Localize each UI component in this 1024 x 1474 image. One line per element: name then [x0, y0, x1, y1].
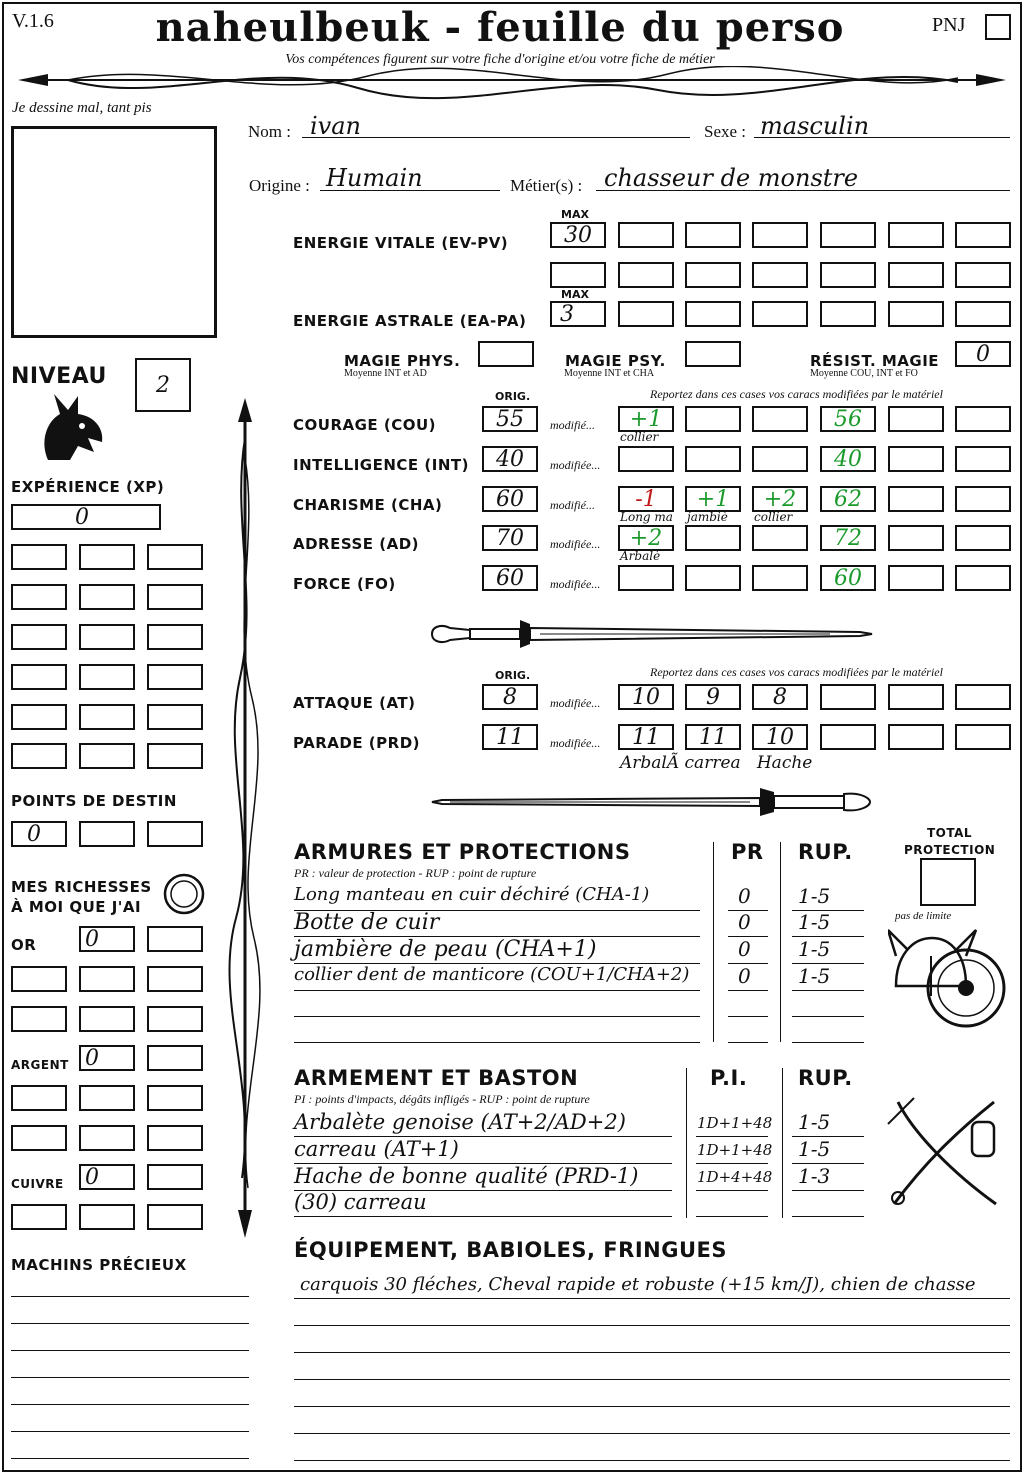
armor-row-rup-line: [792, 990, 864, 991]
combat-modified-label: modifiée...: [550, 696, 601, 710]
stat-label: FORCE (FO): [293, 575, 396, 593]
wealth-box[interactable]: [147, 1085, 203, 1111]
xp-box[interactable]: [11, 624, 67, 650]
combat-mod-box[interactable]: 10: [618, 684, 674, 710]
coin-icon: [162, 872, 206, 916]
sex-label: Sexe :: [704, 122, 747, 141]
sword-icon-2: [430, 780, 875, 824]
stat-label: INTELLIGENCE (INT): [293, 456, 469, 474]
armor-hint: PR : valeur de protection - RUP : point de rupture: [294, 866, 537, 880]
armor-row-rup[interactable]: 1-5: [798, 910, 831, 934]
xp-box[interactable]: [11, 664, 67, 690]
magic-phys-hint: Moyenne INT et AD: [344, 368, 427, 379]
wealth-box[interactable]: [79, 1085, 135, 1111]
xp-box[interactable]: [79, 743, 135, 769]
equipment-line[interactable]: [294, 1379, 1010, 1380]
stat-mod-note: collier: [620, 430, 659, 444]
sword-icon: [430, 612, 875, 656]
stat-mod-box[interactable]: +1: [618, 406, 674, 432]
origin-underline: [320, 190, 500, 191]
wealth-box[interactable]: [147, 1125, 203, 1151]
stat-mod-note: collier: [754, 510, 793, 524]
weapon-row-pi[interactable]: 1D+4+48: [697, 1168, 773, 1186]
xp-box[interactable]: 0: [11, 504, 161, 530]
treasures-label: MACHINS PRÉCIEUX: [11, 1256, 187, 1274]
stat-mod-box[interactable]: +2: [618, 525, 674, 551]
weapons-divider-1: [686, 1068, 687, 1218]
weapon-row-rup[interactable]: 1-5: [798, 1110, 831, 1134]
armor-col-pr: PR: [731, 840, 764, 864]
helmet-shield-icon: [888, 926, 1008, 1036]
stats-report-hint: Reportez dans ces cases vos caracs modifiées par le matériel: [650, 387, 943, 401]
wealth-box[interactable]: [11, 966, 67, 992]
combat-orig-tag: ORIG.: [495, 669, 531, 682]
stat-mod-box[interactable]: [955, 565, 1011, 591]
weapon-row-name[interactable]: Arbalète genoise (AT+2/AD+2): [294, 1110, 626, 1134]
magic-phys-label: MAGIE PHYS.: [344, 352, 461, 370]
combat-mod-box[interactable]: 8: [752, 684, 808, 710]
stat-orig-box[interactable]: 70: [482, 525, 538, 551]
ev-box[interactable]: [955, 262, 1011, 288]
xp-box[interactable]: [11, 584, 67, 610]
stat-label: ADRESSE (AD): [293, 535, 420, 553]
armor-title: ARMURES ET PROTECTIONS: [294, 840, 631, 864]
wealth-box[interactable]: [147, 966, 203, 992]
wealth-box[interactable]: [11, 1006, 67, 1032]
wealth-label-2: À MOI QUE J'AI: [11, 898, 142, 916]
level-label: NIVEAU: [11, 364, 107, 389]
magic-psy-label: MAGIE PSY.: [565, 352, 666, 370]
weapon-row-rup[interactable]: 1-5: [798, 1137, 831, 1161]
armor-row-pr-line: [728, 990, 768, 991]
ea-box[interactable]: [820, 301, 876, 327]
stat-mod-box[interactable]: +1: [685, 486, 741, 512]
stat-mod-box[interactable]: [752, 446, 808, 472]
stat-mod-box[interactable]: 62: [820, 486, 876, 512]
total-protection-box[interactable]: [920, 858, 976, 906]
ev-box[interactable]: [888, 262, 944, 288]
gold-label: OR: [11, 936, 37, 954]
ea-box[interactable]: [685, 301, 741, 327]
treasure-line[interactable]: [11, 1431, 249, 1432]
total-protection-note: pas de limite: [895, 910, 952, 922]
xp-box[interactable]: [147, 544, 203, 570]
xp-label: EXPÉRIENCE (XP): [11, 478, 165, 496]
treasure-line[interactable]: [11, 1404, 249, 1405]
combat-modified-label: modifiée...: [550, 736, 601, 750]
wealth-box[interactable]: [79, 1204, 135, 1230]
weapon-row-pi[interactable]: 1D+1+48: [697, 1114, 773, 1132]
version-label: V.1.6: [12, 10, 54, 32]
stat-mod-box[interactable]: [955, 406, 1011, 432]
xp-box[interactable]: [79, 544, 135, 570]
armor-row-pr[interactable]: 0: [738, 884, 751, 908]
stat-mod-box[interactable]: 40: [820, 446, 876, 472]
weapons-title: ARMEMENT ET BASTON: [294, 1066, 579, 1090]
ea-box[interactable]: [955, 301, 1011, 327]
resist-magic-label: RÉSIST. MAGIE: [810, 352, 940, 370]
wealth-box[interactable]: [147, 1006, 203, 1032]
armor-row-name[interactable]: collier dent de manticore (COU+1/CHA+2): [294, 964, 690, 985]
stat-mod-box[interactable]: [752, 406, 808, 432]
ea-label: ENERGIE ASTRALE (EA-PA): [293, 312, 527, 330]
weapons-col-pi: P.I.: [710, 1066, 748, 1090]
silver-label: ARGENT: [11, 1058, 69, 1072]
wealth-box[interactable]: [147, 1204, 203, 1230]
stat-modified-label: modifié...: [550, 498, 595, 512]
weapons-col-rup: RUP.: [798, 1066, 853, 1090]
treasure-line[interactable]: [11, 1296, 249, 1297]
armor-row-pr[interactable]: 0: [738, 937, 751, 961]
combat-mod-box[interactable]: [820, 724, 876, 750]
ea-max-tag: MAX: [561, 288, 589, 301]
gold-box[interactable]: 0: [79, 926, 135, 952]
stat-label: CHARISME (CHA): [293, 496, 443, 514]
dragon-head-icon: [38, 392, 108, 464]
equipment-line[interactable]: [294, 1406, 1010, 1407]
armor-row-name[interactable]: Botte de cuir: [294, 910, 440, 935]
ev-box[interactable]: [685, 262, 741, 288]
stat-orig-box[interactable]: 60: [482, 565, 538, 591]
ea-box[interactable]: [752, 301, 808, 327]
page-subtitle: Vos compétences figurent sur votre fiche d'origine et/ou votre fiche de métier: [285, 52, 715, 67]
page-title: naheulbeuk - feuille du perso: [155, 4, 845, 51]
stat-modified-label: modifiée...: [550, 577, 601, 591]
ev-box[interactable]: [820, 262, 876, 288]
stat-label: COURAGE (COU): [293, 416, 437, 434]
sex-field[interactable]: masculin: [760, 112, 870, 140]
ev-box[interactable]: [685, 222, 741, 248]
stat-mod-box[interactable]: 60: [820, 565, 876, 591]
stat-mod-box[interactable]: [752, 565, 808, 591]
pnj-label: PNJ: [932, 14, 966, 36]
equipment-title: ÉQUIPEMENT, BABIOLES, FRINGUES: [294, 1238, 727, 1262]
combat-orig-box[interactable]: 11: [482, 724, 538, 750]
weapon-row-rup[interactable]: 1-3: [798, 1164, 831, 1188]
stat-orig-box[interactable]: 60: [482, 486, 538, 512]
xp-box[interactable]: [79, 664, 135, 690]
destiny-box-2[interactable]: [79, 821, 135, 847]
wealth-box[interactable]: [11, 1125, 67, 1151]
weapons-divider-2: [782, 1068, 783, 1218]
armor-row-pr[interactable]: 0: [738, 964, 751, 988]
armor-row-pr-line: [728, 1016, 768, 1017]
name-underline: [302, 137, 690, 138]
equipment-line[interactable]: [294, 1433, 1010, 1434]
name-label: Nom :: [248, 122, 291, 141]
wealth-box[interactable]: [79, 966, 135, 992]
armor-row-line: [294, 1042, 700, 1043]
stat-mod-box[interactable]: 72: [820, 525, 876, 551]
stat-mod-box[interactable]: [955, 486, 1011, 512]
armor-divider-1: [713, 842, 714, 1042]
ev-box[interactable]: [752, 222, 808, 248]
stat-mod-box[interactable]: [752, 525, 808, 551]
sex-underline: [754, 137, 1010, 138]
equipment-line-1[interactable]: carquois 30 fléches, Cheval rapide et robuste (+15 km/J), chien de chasse: [300, 1274, 976, 1295]
armor-divider-2: [780, 842, 781, 1042]
combat-weapons-note: ArbalÃ carrea Hache: [620, 753, 813, 773]
stat-mod-box[interactable]: +2: [752, 486, 808, 512]
origin-label: Origine :: [249, 176, 310, 195]
xp-box[interactable]: [147, 624, 203, 650]
xp-box[interactable]: [147, 743, 203, 769]
job-underline: [596, 190, 1010, 191]
portrait-box[interactable]: [11, 126, 217, 338]
armor-row-name[interactable]: Long manteau en cuir déchiré (CHA-1): [294, 884, 650, 905]
combat-mod-box[interactable]: 9: [685, 684, 741, 710]
job-field[interactable]: chasseur de monstre: [604, 164, 859, 192]
weapons-hint: PI : points d'impacts, dégâts infligés - RUP : point de rupture: [294, 1092, 590, 1106]
copper-box[interactable]: 0: [79, 1164, 135, 1190]
armor-row-rup[interactable]: 1-5: [798, 937, 831, 961]
spear-divider-icon: [8, 66, 1016, 106]
xp-box[interactable]: [79, 704, 135, 730]
resist-magic-hint: Moyenne COU, INT et FO: [810, 368, 918, 379]
magic-psy-box[interactable]: [685, 341, 741, 367]
stat-mod-box[interactable]: [618, 446, 674, 472]
stat-modified-label: modifié...: [550, 418, 595, 432]
magic-psy-hint: Moyenne INT et CHA: [564, 368, 655, 379]
armor-row-rup[interactable]: 1-5: [798, 884, 831, 908]
armor-row-pr[interactable]: 0: [738, 910, 751, 934]
stat-mod-box[interactable]: [685, 406, 741, 432]
weapon-row-pi-line: [696, 1163, 768, 1164]
stat-mod-note: Arbalè: [620, 549, 661, 563]
combat-label: PARADE (PRD): [293, 734, 421, 752]
armor-row-pr-line: [728, 1042, 768, 1043]
job-label: Métier(s) :: [510, 176, 583, 195]
wealth-box[interactable]: [79, 1006, 135, 1032]
stat-mod-box[interactable]: [888, 565, 944, 591]
xp-box[interactable]: [147, 664, 203, 690]
level-box[interactable]: 2: [135, 358, 191, 412]
stat-mod-box[interactable]: [888, 446, 944, 472]
combat-mod-box[interactable]: 11: [618, 724, 674, 750]
stat-mod-box[interactable]: [888, 525, 944, 551]
ev-max-tag: MAX: [561, 208, 589, 221]
stat-modified-label: modifiée...: [550, 458, 601, 472]
wealth-box[interactable]: [147, 1164, 203, 1190]
origin-field[interactable]: Humain: [326, 164, 423, 192]
xp-box[interactable]: [79, 584, 135, 610]
combat-mod-box[interactable]: 11: [685, 724, 741, 750]
armor-row-rup-line: [792, 1042, 864, 1043]
combat-mod-box[interactable]: [955, 684, 1011, 710]
stat-mod-box[interactable]: [685, 565, 741, 591]
crossed-weapons-icon: [884, 1094, 1010, 1214]
weapon-row-name[interactable]: carreau (AT+1): [294, 1137, 459, 1161]
name-field[interactable]: ivan: [310, 112, 361, 140]
combat-mod-box[interactable]: 10: [752, 724, 808, 750]
ea-max-box[interactable]: 3: [550, 301, 606, 327]
xp-box[interactable]: [11, 704, 67, 730]
stats-orig-tag: ORIG.: [495, 390, 531, 403]
combat-mod-box[interactable]: [820, 684, 876, 710]
resist-magic-box[interactable]: 0: [955, 341, 1011, 367]
weapon-row-name[interactable]: (30) carreau: [294, 1190, 427, 1214]
equipment-line[interactable]: [294, 1352, 1010, 1353]
weapon-row-pi[interactable]: 1D+1+48: [697, 1141, 773, 1159]
destiny-box-1[interactable]: 0: [11, 821, 67, 847]
weapon-row-rup-line: [792, 1190, 864, 1191]
stat-mod-box[interactable]: -1: [618, 486, 674, 512]
stat-orig-box[interactable]: 55: [482, 406, 538, 432]
ev-max-box[interactable]: 30: [550, 222, 606, 248]
wealth-label-1: MES RICHESSES: [11, 878, 152, 896]
ea-box[interactable]: [618, 301, 674, 327]
xp-box[interactable]: [79, 624, 135, 650]
ev-label: ENERGIE VITALE (EV-PV): [293, 234, 509, 252]
ev-box[interactable]: [618, 262, 674, 288]
copper-label: CUIVRE: [11, 1177, 64, 1191]
armor-row-name[interactable]: jambière de peau (CHA+1): [294, 937, 597, 962]
treasure-line[interactable]: [11, 1350, 249, 1351]
armor-col-rup: RUP.: [798, 840, 853, 864]
xp-box[interactable]: [147, 704, 203, 730]
equipment-line[interactable]: [294, 1298, 1010, 1299]
stat-mod-note: Long ma: [620, 510, 673, 524]
xp-box[interactable]: [11, 544, 67, 570]
xp-box[interactable]: [11, 743, 67, 769]
silver-box[interactable]: 0: [79, 1045, 135, 1071]
stat-mod-note: jambiè: [687, 510, 728, 524]
ev-box[interactable]: [888, 222, 944, 248]
xp-box[interactable]: [147, 584, 203, 610]
ev-box[interactable]: [618, 222, 674, 248]
armor-row-line: [294, 1016, 700, 1017]
ev-box[interactable]: [820, 222, 876, 248]
wealth-box[interactable]: [11, 1204, 67, 1230]
stat-orig-box[interactable]: 40: [482, 446, 538, 472]
pnj-checkbox[interactable]: [985, 14, 1011, 40]
stat-mod-box[interactable]: [955, 525, 1011, 551]
wealth-box[interactable]: [147, 1045, 203, 1071]
magic-phys-box[interactable]: [478, 341, 534, 367]
armor-row-rup-line: [792, 1016, 864, 1017]
weapon-row-line: [294, 1216, 672, 1217]
stat-mod-box[interactable]: [685, 446, 741, 472]
destiny-box-3[interactable]: [147, 821, 203, 847]
armor-row-rup[interactable]: 1-5: [798, 964, 831, 988]
spear-icon: [228, 398, 262, 1238]
stat-modified-label: modifiée...: [550, 537, 601, 551]
ev-box[interactable]: [752, 262, 808, 288]
combat-mod-box[interactable]: [955, 724, 1011, 750]
stat-mod-box[interactable]: [888, 486, 944, 512]
treasure-line[interactable]: [11, 1458, 249, 1459]
ea-box[interactable]: [888, 301, 944, 327]
treasure-line[interactable]: [11, 1377, 249, 1378]
combat-report-hint: Reportez dans ces cases vos caracs modifiées par le matériel: [650, 665, 943, 679]
weapon-row-pi-line: [696, 1216, 768, 1217]
weapon-row-pi-line: [696, 1136, 768, 1137]
weapon-row-pi-line: [696, 1190, 768, 1191]
stat-mod-box[interactable]: [618, 565, 674, 591]
equipment-line[interactable]: [294, 1325, 1010, 1326]
weapon-row-rup-line: [792, 1216, 864, 1217]
wealth-box[interactable]: [79, 1125, 135, 1151]
stat-mod-box[interactable]: [888, 406, 944, 432]
armor-row-line: [294, 990, 700, 991]
destiny-label: POINTS DE DESTIN: [11, 792, 177, 810]
combat-mod-box[interactable]: [888, 684, 944, 710]
treasure-line[interactable]: [11, 1323, 249, 1324]
stat-mod-box[interactable]: 56: [820, 406, 876, 432]
total-protection-label-2: PROTECTION: [904, 843, 996, 857]
total-protection-label-1: TOTAL: [927, 826, 973, 840]
portrait-caption: Je dessine mal, tant pis: [12, 100, 152, 116]
stat-mod-box[interactable]: [955, 446, 1011, 472]
stat-mod-box[interactable]: [685, 525, 741, 551]
equipment-line[interactable]: [294, 1460, 1010, 1461]
combat-label: ATTAQUE (AT): [293, 694, 416, 712]
wealth-box[interactable]: [147, 926, 203, 952]
weapon-row-name[interactable]: Hache de bonne qualité (PRD-1): [294, 1164, 639, 1188]
wealth-box[interactable]: [11, 1085, 67, 1111]
combat-mod-box[interactable]: [888, 724, 944, 750]
combat-orig-box[interactable]: 8: [482, 684, 538, 710]
ev-box[interactable]: [955, 222, 1011, 248]
ev-box[interactable]: [550, 262, 606, 288]
